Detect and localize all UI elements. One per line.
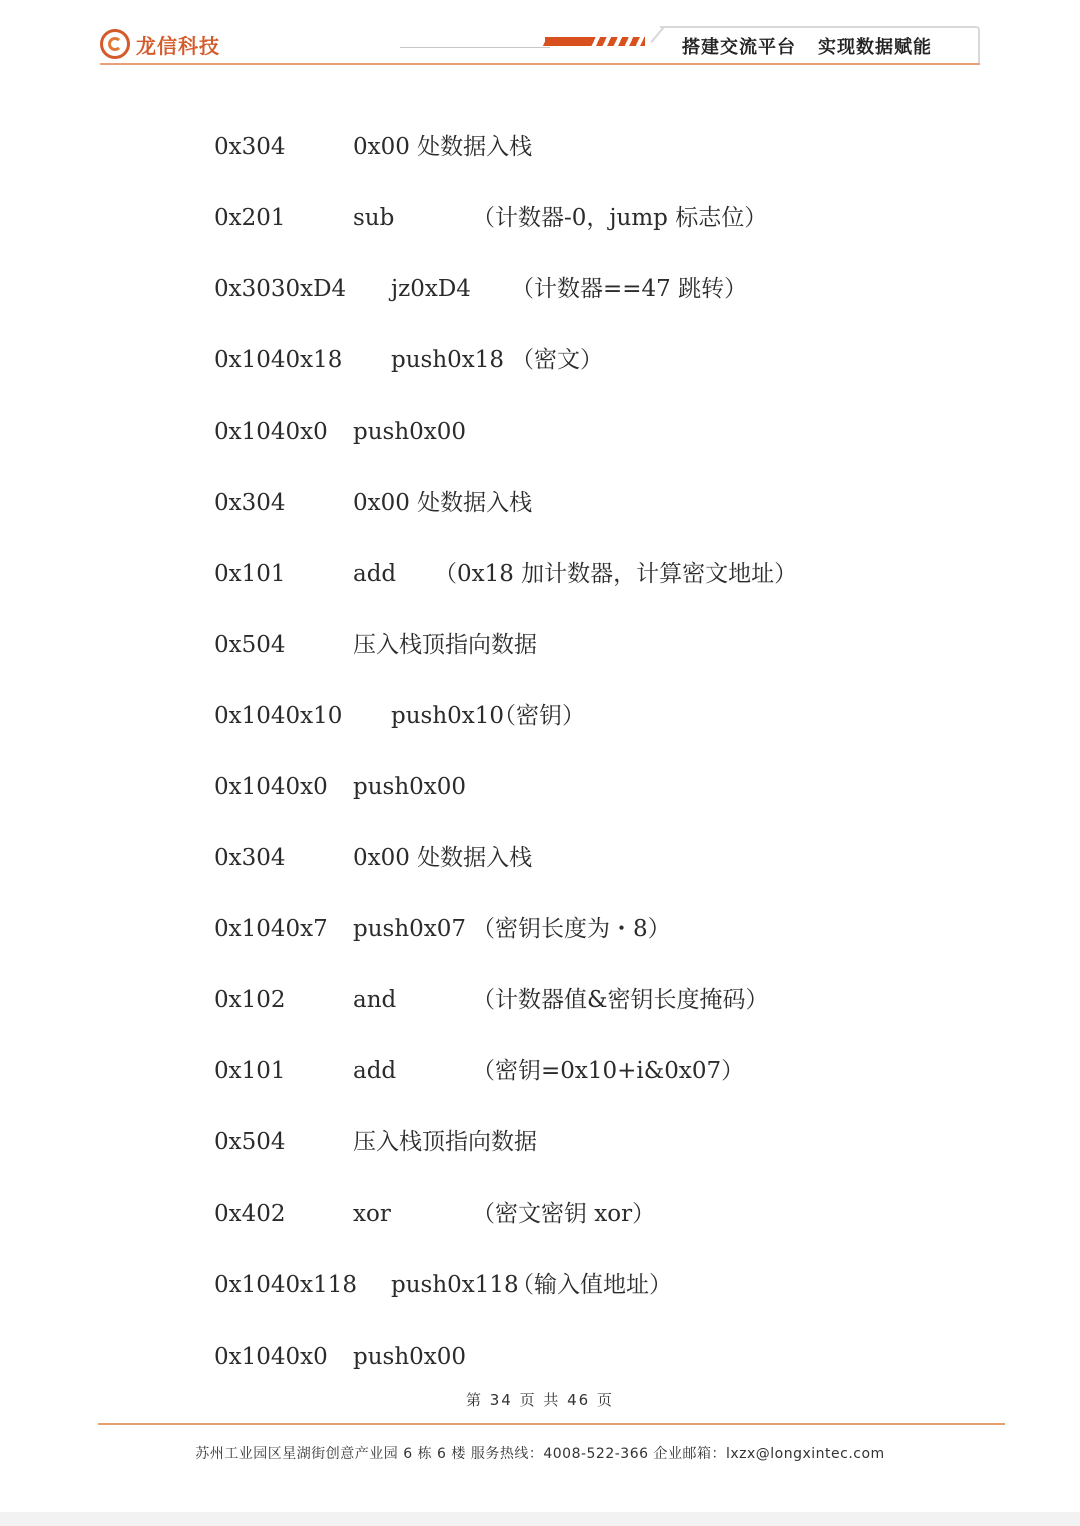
slogan-right: 实现数据赋能: [818, 37, 932, 58]
line-instruction: jz0xD4: [391, 276, 471, 302]
code-line: [0, 838, 1080, 878]
footer-address: 苏州工业园区星湖街创意产业园 6 栋 6 楼 服务热线：4008-522-366 企业邮箱：lxzx@longxintec.com: [195, 1446, 885, 1462]
line-instruction: 0x00 处数据入栈: [353, 845, 533, 871]
line-instruction: push0x00: [353, 1344, 467, 1370]
line-instruction: push0x10: [391, 703, 505, 729]
line-address: 0x1040x10: [214, 703, 343, 729]
code-line: [0, 127, 1080, 167]
company-logo: [100, 26, 220, 62]
line-address: 0x201: [214, 205, 286, 231]
line-address: 0x504: [214, 632, 286, 658]
line-instruction: 压入栈顶指向数据: [353, 1129, 537, 1155]
line-comment: （密文）: [511, 347, 603, 373]
code-line: [0, 1337, 1080, 1377]
line-address: 0x304: [214, 845, 286, 871]
line-comment: （输入值地址）: [511, 1272, 672, 1298]
line-instruction: push0x18: [391, 347, 505, 373]
logo-text: 龙信科技: [136, 33, 220, 58]
code-line: [0, 1122, 1080, 1162]
line-instruction: 压入栈顶指向数据: [353, 632, 537, 658]
code-line: [0, 412, 1080, 452]
code-line: [0, 1265, 1080, 1305]
line-instruction: push0x00: [353, 774, 467, 800]
line-instruction: push0x118: [391, 1272, 519, 1298]
line-address: 0x504: [214, 1129, 286, 1155]
page-number: 第 34 页 共 46 页: [465, 1391, 614, 1409]
line-address: 0x101: [214, 1058, 286, 1084]
line-instruction: 0x00 处数据入栈: [353, 134, 533, 160]
code-line: [0, 340, 1080, 380]
line-comment: （密钥=0x10+i&0x07）: [472, 1058, 745, 1084]
code-line: [0, 696, 1080, 736]
line-instruction: and: [353, 987, 397, 1013]
line-address: 0x402: [214, 1201, 286, 1227]
line-instruction: 0x00 处数据入栈: [353, 490, 533, 516]
line-instruction: sub: [353, 205, 395, 231]
line-comment: （密钥长度为・8）: [472, 916, 671, 942]
line-address: 0x3030xD4: [214, 276, 347, 302]
line-address: 0x101: [214, 561, 286, 587]
line-address: 0x1040x0: [214, 419, 328, 445]
footer-rule: [98, 1423, 1005, 1425]
code-line: [0, 269, 1080, 309]
header-slogan: [682, 33, 932, 59]
code-line: [0, 980, 1080, 1020]
code-line: [0, 767, 1080, 807]
line-comment: （计数器==47 跳转）: [511, 276, 748, 302]
logo-icon: [100, 29, 130, 59]
line-address: 0x1040x7: [214, 916, 328, 942]
line-address: 0x304: [214, 490, 286, 516]
code-line: [0, 909, 1080, 949]
code-line: [0, 198, 1080, 238]
header-rule: [100, 63, 980, 65]
line-instruction: push0x00: [353, 419, 467, 445]
line-comment: （密钥）: [493, 703, 585, 729]
line-comment: （密文密钥 xor）: [472, 1201, 656, 1227]
code-line: [0, 625, 1080, 665]
line-address: 0x1040x0: [214, 1344, 328, 1370]
code-line: [0, 554, 1080, 594]
line-comment: （计数器-0，jump 标志位）: [472, 205, 768, 231]
line-instruction: add: [353, 561, 397, 587]
line-instruction: add: [353, 1058, 397, 1084]
line-address: 0x1040x118: [214, 1272, 358, 1298]
line-instruction: xor: [353, 1201, 391, 1227]
code-line: [0, 1051, 1080, 1091]
line-comment: （计数器值&密钥长度掩码）: [472, 987, 769, 1013]
code-line: [0, 483, 1080, 523]
header-stripe-solid: [543, 37, 592, 46]
page-header: [0, 0, 1080, 90]
line-address: 0x102: [214, 987, 286, 1013]
slogan-left: 搭建交流平台: [682, 37, 796, 58]
line-instruction: push0x07: [353, 916, 467, 942]
line-address: 0x304: [214, 134, 286, 160]
header-thin-rule: [400, 47, 550, 48]
bottom-band: [0, 1512, 1080, 1526]
line-address: 0x1040x18: [214, 347, 343, 373]
line-comment: （0x18 加计数器，计算密文地址）: [434, 561, 798, 587]
code-line: [0, 1194, 1080, 1234]
line-address: 0x1040x0: [214, 774, 328, 800]
